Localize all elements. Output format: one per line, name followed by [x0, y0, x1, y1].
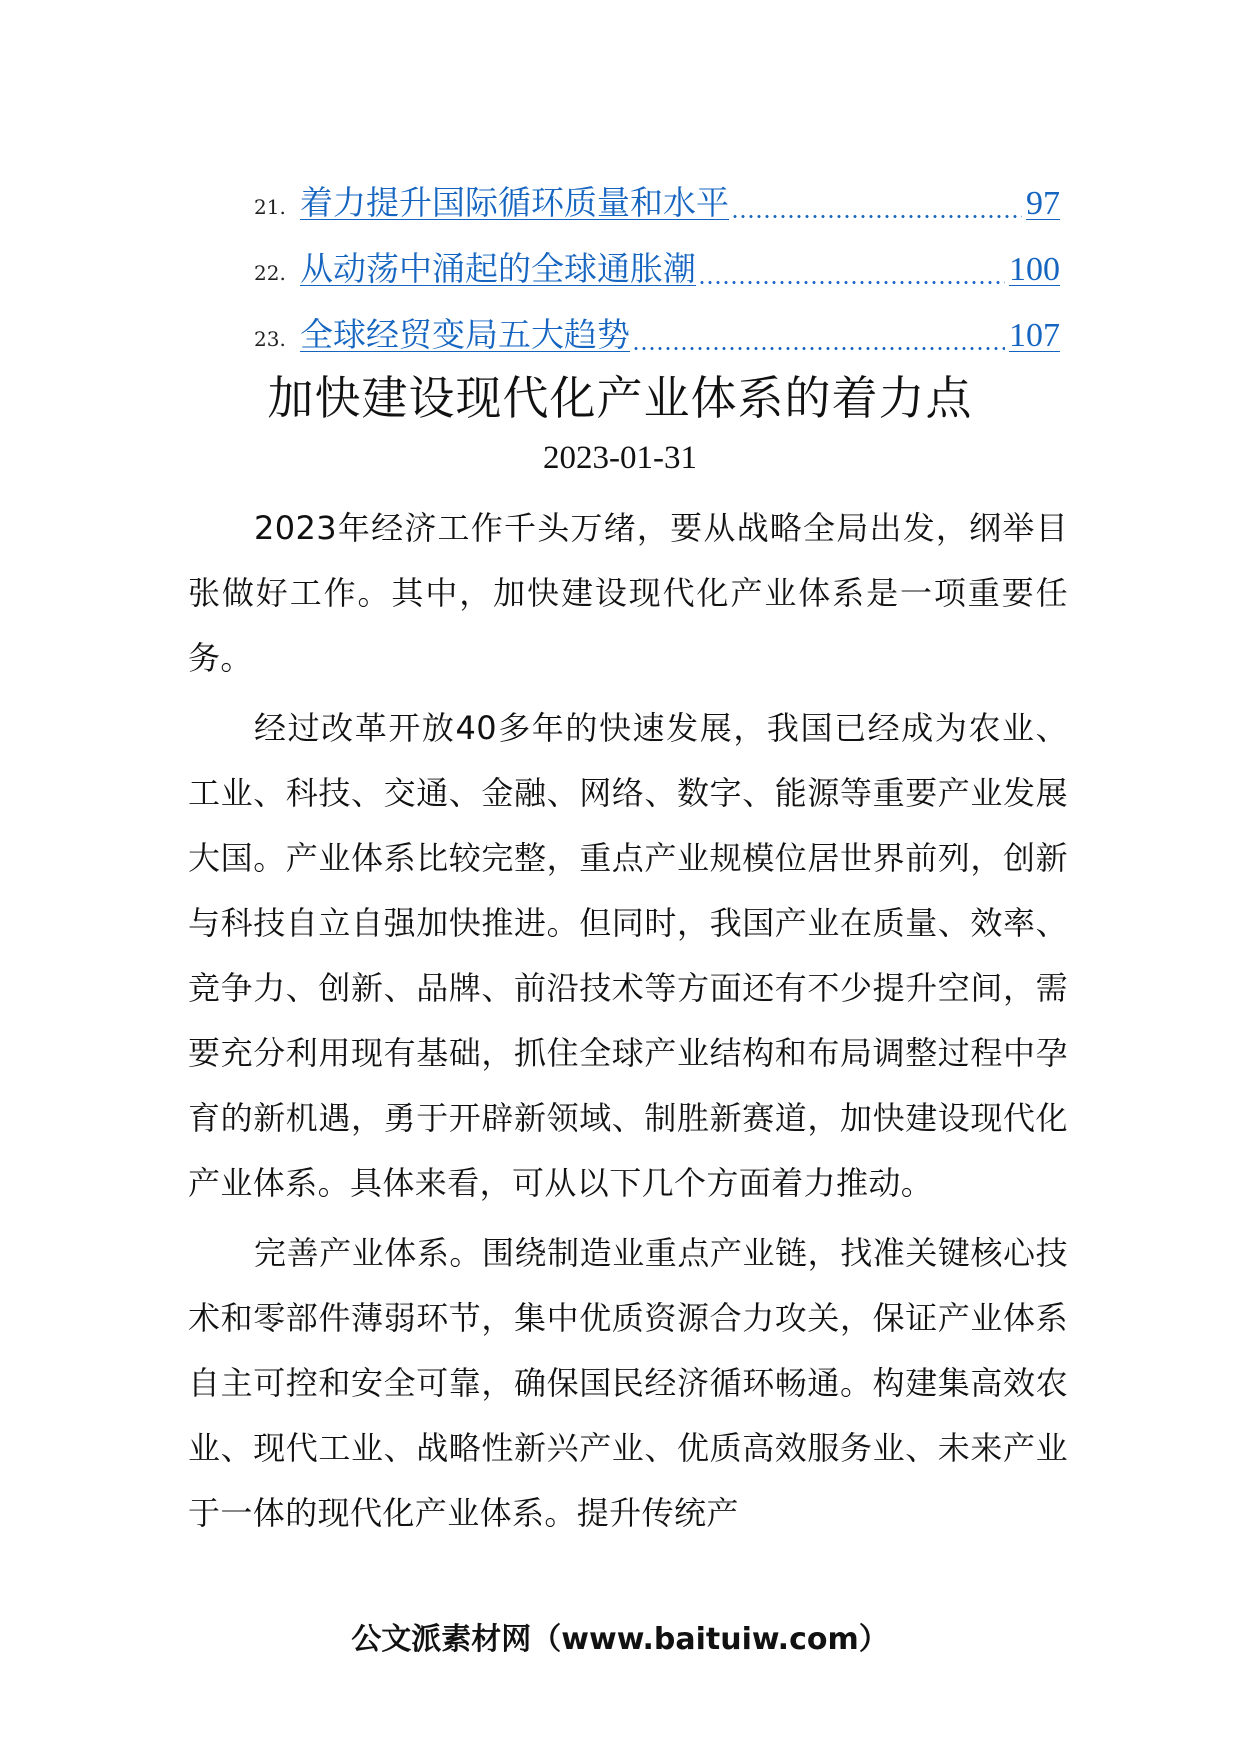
- toc-entry: [254, 302, 1060, 368]
- article-paragraph: 完善产业体系。围绕制造业重点产业链，找准关键核心技术和零部件薄弱环节，集中优质资源合力攻关，保证产业体系自主可控和安全可靠，确保国民经济循环畅通。构建集高效农业、现代工业、战略性新兴产业、优质高效服务业、未来产业于一体的现代化产业体系。提升传统产: [188, 1234, 1068, 1532]
- toc-entry-link[interactable]: [300, 236, 1060, 303]
- toc-entry-number: 22.: [254, 261, 286, 285]
- article-title: 加快建设现代化产业体系的着力点: [267, 371, 973, 425]
- toc-dot-leader: [696, 250, 1007, 290]
- article-date: 2023-01-31: [543, 440, 697, 476]
- toc-dot-leader: [729, 184, 1024, 224]
- toc-entry-title: 从动荡中涌起的全球通胀潮: [300, 249, 696, 288]
- toc-entry-page: 100: [1009, 251, 1060, 288]
- article-paragraph: 2023年经济工作千头万绪，要从战略全局出发，纲举目张做好工作。其中，加快建设现代化产业体系是一项重要任务。: [188, 509, 1068, 677]
- toc-entry-title: 全球经贸变局五大趋势: [300, 315, 630, 354]
- toc-entry: [254, 170, 1060, 236]
- toc-entry-link[interactable]: [300, 302, 1060, 369]
- article-body: [188, 496, 1068, 1551]
- toc-dot-leader: [630, 316, 1007, 356]
- toc-entry-number: 21.: [254, 195, 286, 219]
- toc-entry-title: 着力提升国际循环质量和水平: [300, 183, 729, 222]
- article-paragraph: 经过改革开放40多年的快速发展，我国已经成为农业、工业、科技、交通、金融、网络、数字、能源等重要产业发展大国。产业体系比较完整，重点产业规模位居世界前列，创新与科技自立自强加快推进。但同时，我国产业在质量、效率、竞争力、创新、品牌、前沿技术等方面还有不少提升空间，需要充分利用现有基础，抓住全球产业结构和布局调整过程中孕育的新机遇，勇于开辟新领域、制胜新赛道，加快建设现代化产业体系。具体来看，可从以下几个方面着力推动。: [188, 709, 1068, 1202]
- table-of-contents: [254, 170, 1060, 368]
- toc-entry-page: 97: [1026, 185, 1060, 222]
- toc-entry: [254, 236, 1060, 302]
- page-footer: 公文派素材网（www.baituiw.com）: [351, 1622, 889, 1657]
- toc-entry-link[interactable]: [300, 170, 1060, 237]
- toc-entry-page: 107: [1009, 317, 1060, 354]
- toc-entry-number: 23.: [254, 327, 286, 351]
